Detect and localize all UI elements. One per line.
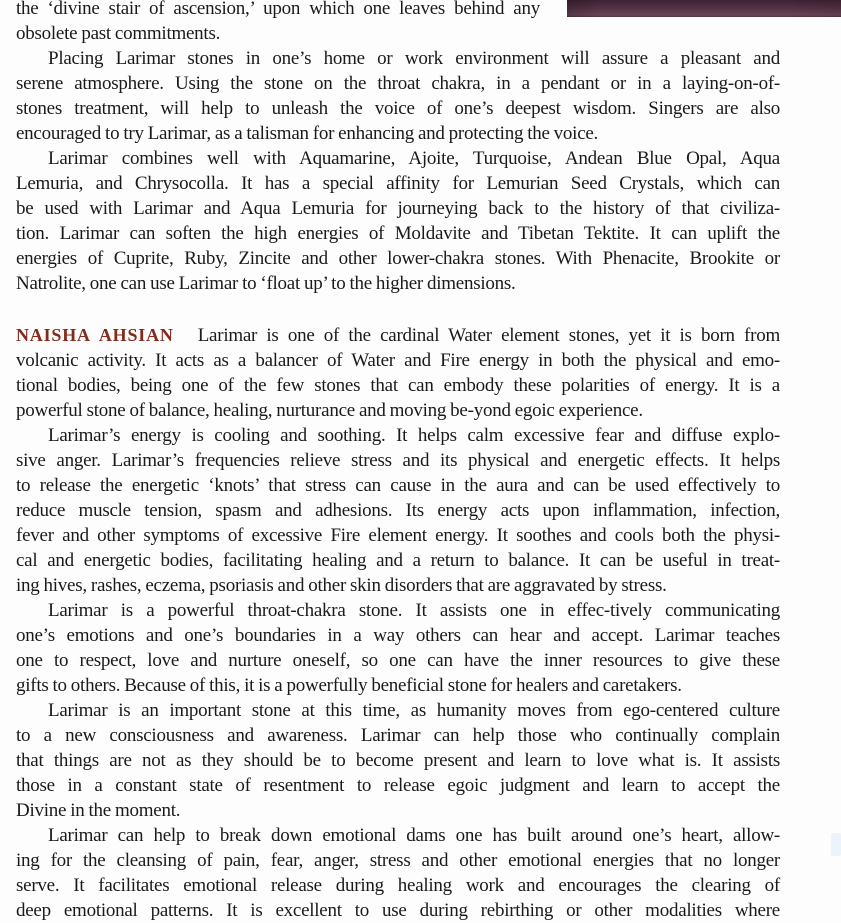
text-line: to a new consciousness and awareness. Larimar can help those who continually complain [16,725,780,746]
text-line: Lemuria, and Chrysocolla. It has a special affinity for Lemurian Seed Crystals, which can [16,173,780,194]
text-line: stones treatment, will help to unleash the voice of one’s deepest wisdom. Singers are also [16,98,780,119]
text-line: Larimar’s energy is cooling and soothing. It helps calm excessive fear and diffuse explo- [48,425,780,446]
text-line: serene atmosphere. Using the stone on the throat chakra, in a pendant or in a laying-on-of- [16,73,780,94]
paragraph [16,146,780,296]
text-line: Larimar is an important stone at this time, as humanity moves from ego-centered culture [48,700,780,721]
text-line: to release the energetic ‘knots’ that stress can cause in the aura and can be used effectively to [16,475,780,496]
author-heading: NAISHA AHSIAN [16,325,174,345]
text-line: volcanic activity. It acts as a balancer of Water and Fire energy in both the physical and emo- [16,350,780,371]
text-line: encouraged to try Larimar, as a talisman for enhancing and protecting the voice. [16,123,599,144]
text-line: one to respect, love and nurture oneself, so one can have the inner resources to give these [16,650,780,671]
text-line: the ‘divine stair of ascension,’ upon which one leaves behind any [16,0,540,19]
text-line: fever and other symptoms of excessive Fire element energy. It soothes and cools both the physi- [16,525,780,546]
text-line: sive anger. Larimar’s frequencies relieve stress and its physical and energetic effects. It helps [16,450,780,471]
text-line: that things are not as they should be to become present and learn to love what is. It assists [16,750,780,771]
paragraph [16,46,780,146]
text-line: serve. It facilitates emotional release during healing work and encourages the clearing of [16,875,780,896]
text-line: Divine in the moment. [16,800,181,821]
text-line: Placing Larimar stones in one’s home or work environment will assure a pleasant and [48,48,780,69]
text-line: cal and energetic bodies, facilitating healing and a return to balance. It can be useful in treat- [16,550,780,571]
paragraph [16,823,780,923]
text-line: reduce muscle tension, spasm and adhesions. Its energy acts upon inflammation, infection, [16,500,780,521]
text-line: ing for the cleansing of pain, fear, anger, stress and other emotional energies that no longer [16,850,780,871]
text-line: ing hives, rashes, eczema, psoriasis and other skin disorders that are aggravated by stress. [16,575,667,596]
text-line: obsolete past commitments. [16,23,221,44]
text-line: Larimar is a powerful throat-chakra stone. It assists one in effec-tively communicating [48,600,780,621]
paragraph [16,698,780,823]
text-line: Larimar combines well with Aquamarine, Ajoite, Turquoise, Andean Blue Opal, Aqua [48,148,780,169]
text-column [16,0,780,923]
paragraph [16,423,780,598]
paragraph [16,323,780,423]
scrollbar-thumb[interactable] [831,833,841,856]
text-line: energies of Cuprite, Ruby, Zincite and other lower-chakra stones. With Phenacite, Brookite or [16,248,780,269]
text-line: those in a constant state of resentment to release egoic judgment and learn to accept the [16,775,780,796]
text-line: Natrolite, one can use Larimar to ‘float up’ to the higher dimensions. [16,273,516,294]
text-line: deep emotional patterns. It is excellent to use during rebirthing or other modalities where [16,900,780,921]
text-line: tion. Larimar can soften the high energies of Moldavite and Tibetan Tektite. It can uplift the [16,223,780,244]
text-line: gifts to others. Because of this, it is a powerfully beneficial stone for healers and caretakers. [16,675,682,696]
paragraph [16,598,780,698]
text-line: one’s emotions and one’s boundaries in a way others can hear and accept. Larimar teaches [16,625,780,646]
text-line: tional bodies, being one of the few stones that can embody these polarities of energy. It is a [16,375,780,396]
text-line: powerful stone of balance, healing, nurturance and moving be-yond egoic experience. [16,400,643,421]
paragraph [16,0,780,46]
text-line: NAISHA AHSIAN Larimar is one of the cardinal Water element stones, yet it is born from [16,325,780,346]
text-line: be used with Larimar and Aqua Lemuria for journeying back to the history of that civiliza- [16,198,780,219]
text-line: Larimar can help to break down emotional dams one has built around one’s heart, allow- [48,825,780,846]
